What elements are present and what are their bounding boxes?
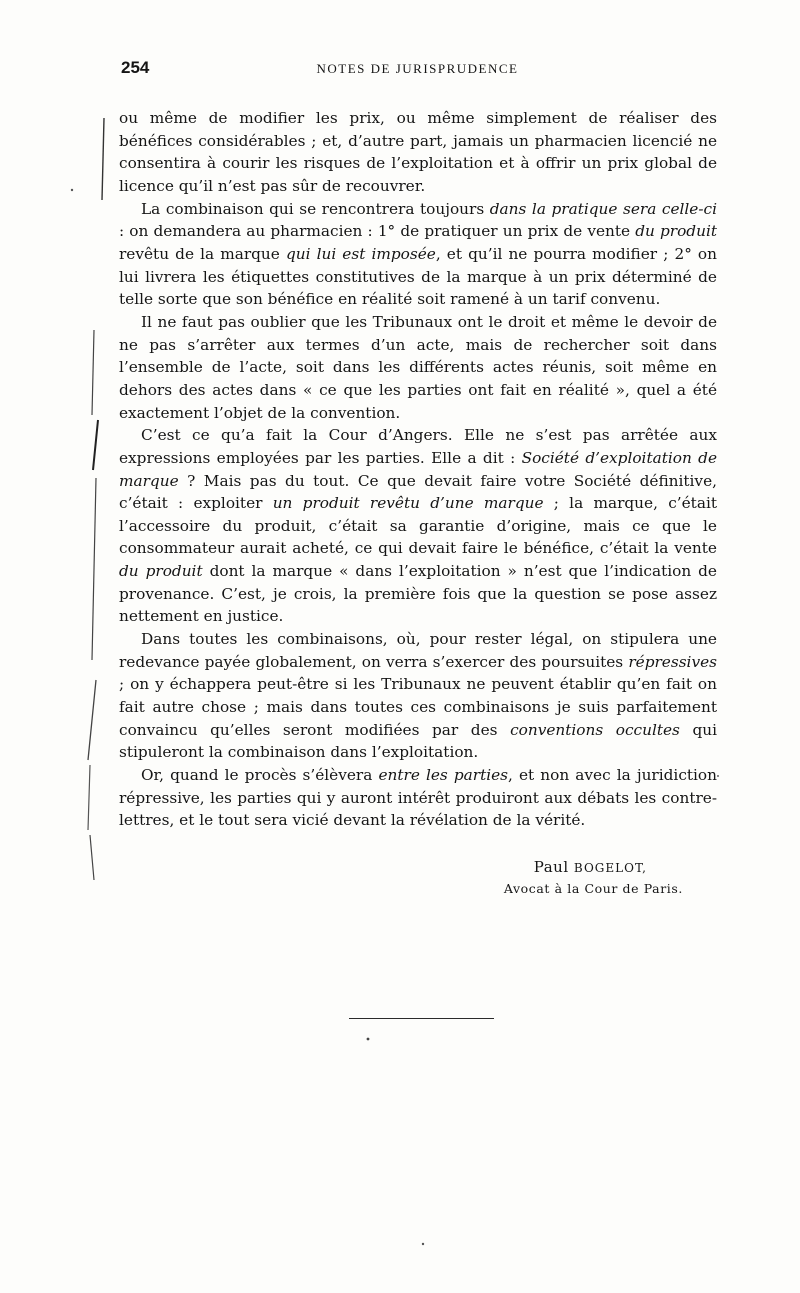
margin-line-mark: [102, 118, 104, 200]
italic-text: entre les parties: [378, 766, 509, 785]
page-header: [121, 58, 714, 80]
margin-dot-mark: [71, 189, 73, 191]
author-title: Avocat à la Cour de Paris.: [503, 881, 683, 896]
text-run: Dans toutes les combinaisons, où, pour rester légal, on stipulera une redevance payée globalement, on verra s’exercer des poursuites: [119, 630, 717, 671]
italic-text: Société d’exploitation de marque: [119, 448, 718, 490]
text-run: , et non avec la juridiction répressive, les parties qui y auront intérêt produiront aux débats les contre-lettres, et le tout sera vicié devant la révélation de la vérité.: [119, 766, 717, 830]
paragraph: [119, 311, 717, 424]
author-first-name: Paul: [533, 858, 569, 876]
text-run: La combinaison qui se rencontrera toujours: [141, 199, 490, 218]
end-rule: [349, 1018, 494, 1019]
paragraph: [119, 107, 717, 198]
text-run: Or, quand le procès s’élèvera: [141, 766, 379, 785]
italic-text: conventions occultes: [510, 720, 680, 739]
text-run: ou même de modifier les prix, ou même simplement de réaliser des bénéfices considérables ; et, d’autre part, jamais un pharmacien licencié ne consentira à courir les risques de l’exploitation et à offrir un prix global de licence qu’il n’est pas sûr de recouvrer.: [119, 109, 717, 195]
text-run: ; la marque, c’était l’accessoire du produit, c’était sa garantie d’origine, mais ce que le consommateur aurait acheté, ce qui devait faire le bénéfice, c’était la vente: [119, 494, 717, 558]
text-run: ; on y échappera peut-être si les Tribunaux ne peuvent établir qu’en fait on fait autre chose ; mais dans toutes ces combinaisons je suis parfaitement convaincu qu’elles seront modifiées par des: [119, 675, 717, 739]
italic-text: du produit: [119, 562, 203, 581]
margin-line-mark: [88, 765, 90, 830]
margin-line-mark: [90, 835, 94, 880]
text-run: dont la marque « dans l’exploitation » n’est que l’indication de provenance. C’est, je crois, la première fois que la question se pose assez nettement en justice.: [119, 562, 717, 626]
text-run: : on demandera au pharmacien : 1° de pratiquer un prix de vente: [119, 222, 636, 241]
text-run: revêtu de la marque: [119, 244, 286, 263]
article-body: [119, 107, 717, 899]
paragraph: [119, 424, 717, 628]
margin-dot-mark: [717, 775, 719, 777]
paragraph: [119, 764, 717, 832]
margin-line-mark: [92, 478, 96, 660]
italic-text: du produit: [635, 222, 717, 241]
running-title: NOTES DE JURISPRUDENCE: [316, 61, 519, 76]
text-run: ? Mais pas du tout. Ce que devait faire votre Société définitive, c’était : exploiter: [119, 471, 717, 513]
author-name: [119, 856, 647, 879]
margin-dot-mark: [367, 1038, 370, 1041]
margin-dot-mark: [422, 1243, 424, 1245]
paragraph: [119, 628, 717, 764]
paragraph-list: [119, 107, 717, 832]
italic-text: répressives: [628, 652, 717, 671]
margin-line-mark: [88, 680, 96, 760]
text-run: C’est ce qu’a fait la Cour d’Angers. Elle ne s’est pas arrêtée aux expressions employées par les parties. Elle a dit :: [119, 426, 717, 467]
text-run: Il ne faut pas oublier que les Tribunaux ont le droit et même le devoir de ne pas s’arrêter aux termes d’un acte, mais de rechercher soit dans l’ensemble de l’acte, soit dans les différents actes réunis, soit même en dehors des actes dans « ce que les parties ont fait en réalité », quel a été exactement l’objet de la convention.: [119, 312, 717, 422]
italic-text: dans la pratique sera celle-ci: [489, 199, 717, 218]
margin-line-mark: [93, 420, 98, 470]
signature-block: [119, 856, 717, 899]
text-run: qui stipuleront la combinaison dans l’exploitation.: [119, 720, 717, 762]
margin-line-mark: [92, 330, 94, 415]
italic-text: qui lui est imposée: [285, 244, 436, 263]
text-run: , et qu’il ne pourra modifier ; 2° on lui livrera les étiquettes constitutives de la marque à un prix déterminé de telle sorte que son bénéfice en réalité soit ramené à un tarif convenu.: [119, 244, 717, 309]
paragraph: [119, 198, 717, 311]
author-surname: BOGELOT,: [573, 861, 647, 875]
italic-text: un produit revêtu d’une marque: [272, 494, 544, 513]
page-number: 254: [121, 58, 150, 77]
